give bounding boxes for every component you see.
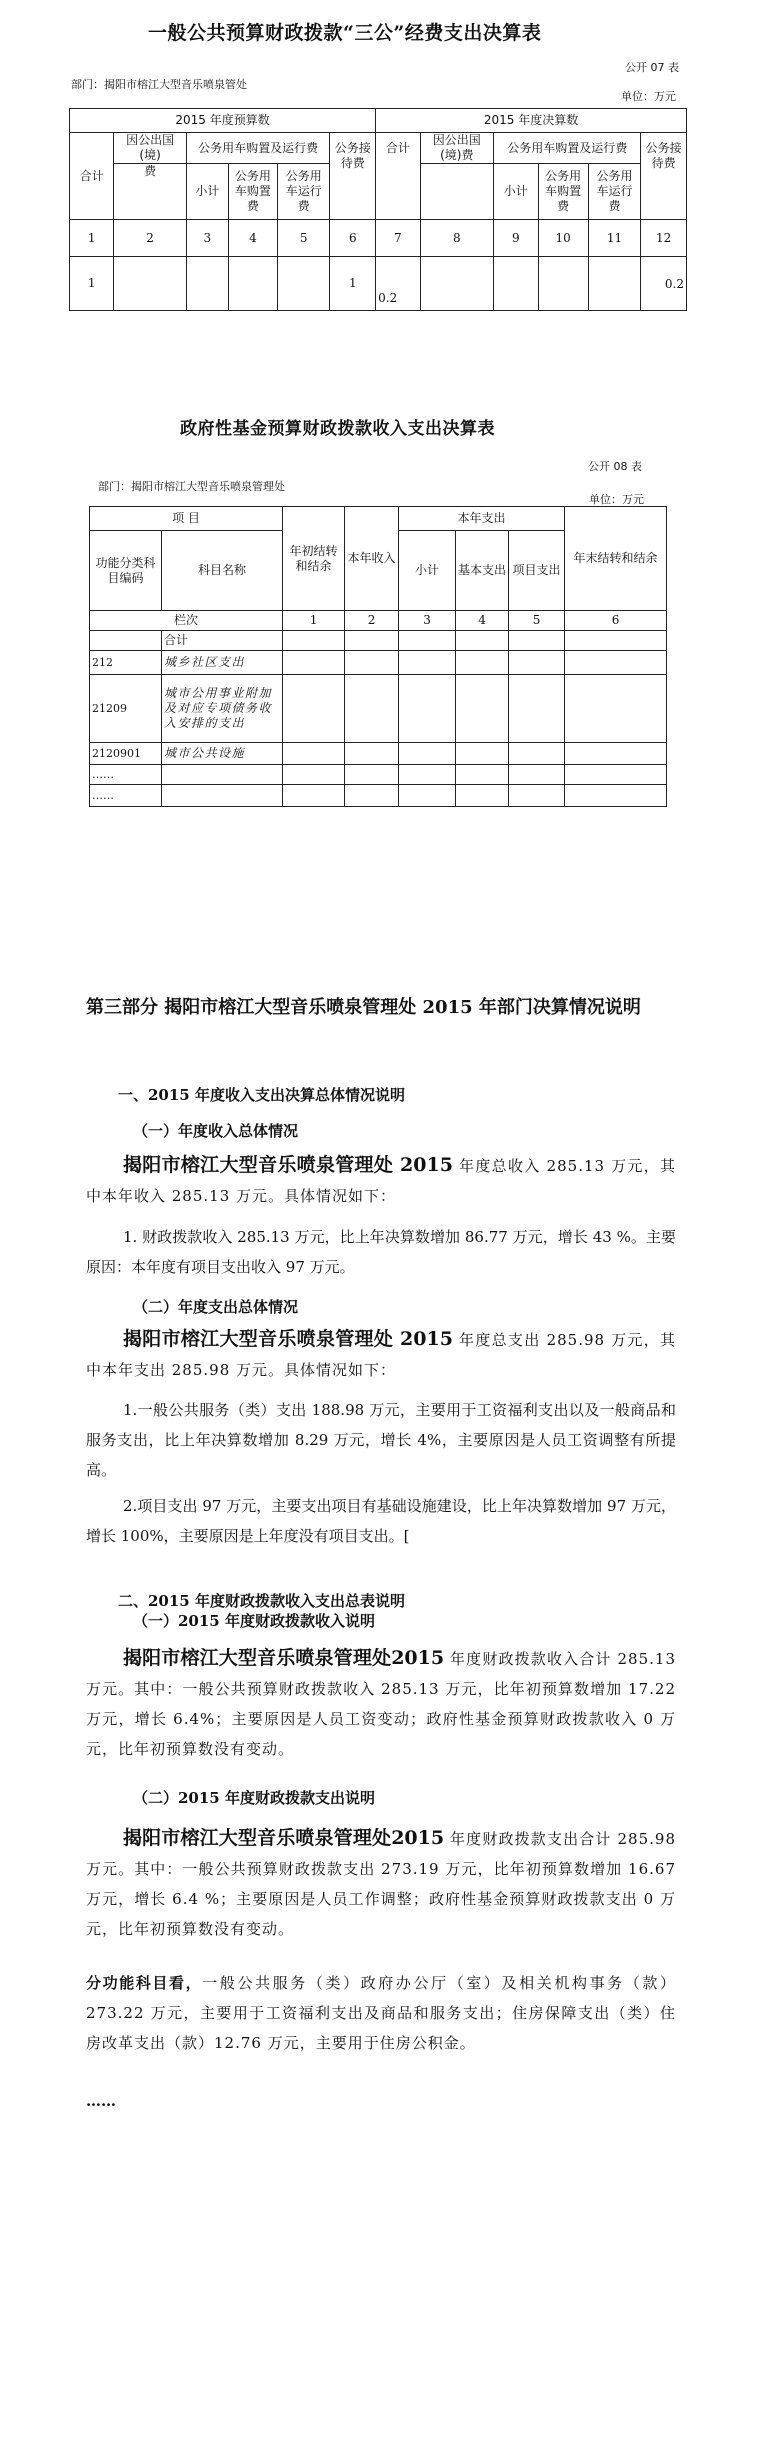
t1-group-final: 2015 年度决算数 <box>376 109 687 133</box>
t2-colnum: 4 <box>456 611 509 631</box>
t2-h-item: 项 目 <box>90 507 283 531</box>
heading-1-1: （一）年度收入总体情况 <box>133 1122 299 1140</box>
t1-h-car: 公务用车购置及运行费 <box>186 133 330 164</box>
t2-h-end: 年末结转和结余 <box>565 507 667 611</box>
paragraph-income-detail: 1. 财政拨款收入 285.13 万元，比上年决算数增加 86.77 万元，增长 43 %。主要原因：本年度有项目支出收入 97 万元。 <box>86 1228 676 1276</box>
t1-cell <box>420 257 494 311</box>
t1-colnum: 3 <box>186 220 228 257</box>
t1-h-abroad-b: 费 <box>114 164 186 220</box>
table1-grid <box>69 108 687 311</box>
table2-title: 政府性基金预算财政拨款收入支出决算表 <box>180 419 495 439</box>
t1-colnum: 12 <box>641 220 687 257</box>
t2-h-income: 本年收入 <box>345 507 399 611</box>
t2-h-basic: 基本支出 <box>456 531 509 611</box>
t1-cell <box>538 257 588 311</box>
para-body: 年度财政拨款收入合计 285.13 万元。其中：一般公共预算财政拨款收入 285.13 万元，比年初预算数增加 17.22 万元，增长 6.4%；主要原因是人员工资变动；政府性基金预算财政拨款收入 0 万元，比年初预算数没有变动。 <box>86 1650 676 1758</box>
t1-cell: 1 <box>70 257 114 311</box>
t2-h-begin: 年初结转和结余 <box>283 507 345 611</box>
t2-h-name: 科目名称 <box>162 531 283 611</box>
paragraph-expense <box>86 1324 676 1385</box>
t2-colnum: 6 <box>565 611 667 631</box>
t1-h-car-run: 公务用车运行费 <box>277 164 330 220</box>
para-lead: 揭阳市榕江大型音乐喷泉管理处 2015 <box>123 1328 453 1350</box>
t1-h-final-abroad-spacer <box>420 164 494 220</box>
heading-1: 一、2015 年度收入支出决算总体情况说明 <box>118 1086 405 1104</box>
t1-cell <box>588 257 641 311</box>
t2-colnum: 1 <box>283 611 345 631</box>
paragraph-income <box>86 1150 676 1211</box>
t1-colnum: 6 <box>330 220 376 257</box>
t2-colnum: 2 <box>345 611 399 631</box>
t2-row-code: …… <box>90 765 162 785</box>
table1-unit: 单位：万元 <box>621 90 676 103</box>
table1-title: 一般公共预算财政拨款“三公”经费支出决算表 <box>148 22 542 44</box>
t2-h-expense: 本年支出 <box>399 507 565 531</box>
para-body: 年度总收入 285.13 万元，其中本年收入 285.13 万元。具体情况如下： <box>86 1157 677 1205</box>
t2-colnum: 3 <box>399 611 456 631</box>
t1-cell: 1 <box>330 257 376 311</box>
t1-h-car-buy: 公务用车购置费 <box>228 164 277 220</box>
heading-2: 二、2015 年度财政拨款收入支出总表说明 <box>118 1592 405 1610</box>
t1-colnum: 4 <box>228 220 277 257</box>
ellipsis: …… <box>86 2092 116 2110</box>
t1-h-final-car-run: 公务用车运行费 <box>588 164 641 220</box>
t2-total-label: 合计 <box>162 631 283 651</box>
heading-1-2: （二）年度支出总体情况 <box>133 1298 299 1316</box>
t1-group-budget: 2015 年度预算数 <box>70 109 376 133</box>
paragraph-function <box>86 1968 676 2058</box>
t2-row-code: 21209 <box>90 675 162 743</box>
t1-h-final-total: 合计 <box>376 133 420 220</box>
t1-cell <box>228 257 277 311</box>
paragraph-fiscal-income <box>86 1643 676 1764</box>
t2-h-subtotal: 小计 <box>399 531 456 611</box>
t1-colnum: 11 <box>588 220 641 257</box>
paragraph-fiscal-expense <box>86 1823 676 1944</box>
heading-2-2: （二）2015 年度财政拨款支出说明 <box>133 1789 375 1807</box>
t1-h-reception: 公务接待费 <box>330 133 376 220</box>
t1-cell <box>494 257 538 311</box>
t1-cell <box>186 257 228 311</box>
t1-h-final-subtotal: 小计 <box>494 164 538 220</box>
paragraph-expense-2: 2.项目支出 97 万元，主要支出项目有基础设施建设，比上年决算数增加 97 万元，增长 100%，主要原因是上年度没有项目支出。[ <box>86 1497 676 1545</box>
t1-cell: 0.2 <box>376 257 420 311</box>
t2-row-name: 城乡社区支出 <box>162 651 283 675</box>
t1-colnum: 7 <box>376 220 420 257</box>
t1-h-abroad: 因公出国(境) <box>114 133 186 164</box>
t1-colnum: 10 <box>538 220 588 257</box>
part-title: 第三部分 揭阳市榕江大型音乐喷泉管理处 2015 年部门决算情况说明 <box>86 997 641 1018</box>
t1-cell <box>277 257 330 311</box>
t2-row-name: 城市公用事业附加及对应专项债务收入安排的支出 <box>162 675 283 743</box>
t1-colnum: 8 <box>420 220 494 257</box>
para-body: 年度财政拨款支出合计 285.98 万元。其中：一般公共预算财政拨款支出 273.19 万元，比年初预算数增加 16.67 万元，增长 6.4 %；主要原因是人员工作调整；政府性基金预算财政拨款支出 0 万元，比年初预算数没有变动。 <box>86 1830 676 1938</box>
t1-h-final-car: 公务用车购置及运行费 <box>494 133 641 164</box>
heading-2-1: （一）2015 年度财政拨款收入说明 <box>133 1612 375 1630</box>
t2-row-name <box>162 785 283 807</box>
t1-h-total: 合计 <box>70 133 114 220</box>
paragraph-expense-1: 1.一般公共服务（类）支出 188.98 万元，主要用于工资福利支出以及一般商品和服务支出，比上年决算数增加 8.29 万元，增长 4%，主要原因是人员工资调整有所提高。 <box>86 1401 676 1479</box>
t1-colnum: 2 <box>114 220 186 257</box>
para-lead: 揭阳市榕江大型音乐喷泉管理处2015 <box>123 1827 445 1849</box>
para-body: 一般公共服务（类）政府办公厅（室）及相关机构事务（款）273.22 万元，主要用于工资福利支出及商品和服务支出；住房保障支出（类）住房改革支出（款）12.76 万元，主要用于住房公积金。 <box>86 1974 676 2052</box>
t2-row-name: 城市公共设施 <box>162 743 283 765</box>
t1-h-final-abroad: 因公出国(境)费 <box>420 133 494 164</box>
para-lead: 揭阳市榕江大型音乐喷泉管理处2015 <box>123 1647 445 1669</box>
t2-row-code: 2120901 <box>90 743 162 765</box>
table2-unit: 单位：万元 <box>589 493 644 506</box>
t1-cell <box>114 257 186 311</box>
table2-grid <box>89 506 667 807</box>
t2-total-code <box>90 631 162 651</box>
t2-row-code: …… <box>90 785 162 807</box>
t1-colnum: 9 <box>494 220 538 257</box>
t2-row-name <box>162 765 283 785</box>
t2-h-code: 功能分类科目编码 <box>90 531 162 611</box>
t1-h-final-car-buy: 公务用车购置费 <box>538 164 588 220</box>
t1-colnum: 1 <box>70 220 114 257</box>
table1-code: 公开 07 表 <box>625 61 679 74</box>
table2-dept: 部门：揭阳市榕江大型音乐喷泉管理处 <box>98 480 285 493</box>
t1-cell: 0.2 <box>641 257 687 311</box>
t2-lanci: 栏次 <box>90 611 283 631</box>
t1-colnum: 5 <box>277 220 330 257</box>
t1-h-final-reception: 公务接待费 <box>641 133 687 220</box>
table2-code: 公开 08 表 <box>588 460 642 473</box>
para-lead: 分功能科目看， <box>86 1974 203 1992</box>
t1-h-subtotal: 小计 <box>186 164 228 220</box>
t2-h-project: 项目支出 <box>509 531 565 611</box>
t2-colnum: 5 <box>509 611 565 631</box>
para-lead: 揭阳市榕江大型音乐喷泉管理处 2015 <box>123 1154 453 1176</box>
t2-row-code: 212 <box>90 651 162 675</box>
table1-dept: 部门：揭阳市榕江大型音乐喷泉管处 <box>71 78 247 91</box>
para-body: 年度总支出 285.98 万元，其中本年支出 285.98 万元。具体情况如下： <box>86 1331 677 1379</box>
